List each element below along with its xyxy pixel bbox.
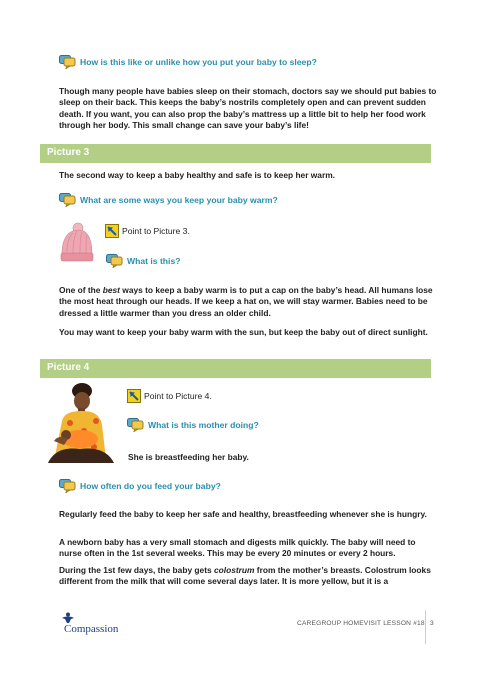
emphasis-run: colostrum <box>213 565 255 575</box>
instruction-text: Point to Picture 4. <box>144 391 212 401</box>
section-title: Picture 4 <box>47 362 90 373</box>
question-feed-often <box>59 479 221 493</box>
paragraph-newborn: A newborn baby has a very small stomach and digests milk quickly. The baby will need to nurse often in the 1st several weeks. This may be every 20 minutes or every 2 hours. <box>59 537 416 559</box>
breastfeeding-mother-illustration <box>44 381 119 465</box>
knit-cap-illustration <box>56 222 96 264</box>
question-text: How is this like or unlike how you put your baby to sleep? <box>80 57 317 67</box>
paragraph-keep-warm: The second way to keep a baby healthy and safe is to keep her warm. <box>59 170 336 180</box>
speech-bubble-icon <box>106 254 123 268</box>
paragraph-colostrum <box>59 565 439 588</box>
question-keep-warm <box>59 193 278 207</box>
footer-lesson-title: CAREGROUP HOMEVISIT LESSON #18 <box>297 620 425 627</box>
question-sleep <box>59 55 317 69</box>
paragraph-sun: You may want to keep your baby warm with the sun, but keep the baby out of direct sunlight. <box>59 327 428 337</box>
question-text: How often do you feed your baby? <box>80 481 221 491</box>
section-title: Picture 3 <box>47 147 90 158</box>
emphasis-run: best <box>102 285 120 295</box>
page-number: 3 <box>430 620 434 627</box>
instruction-point-picture-3 <box>105 224 190 238</box>
question-what-is-this <box>106 254 180 268</box>
footer-divider <box>425 610 426 644</box>
paragraph-regular-feeding: Regularly feed the baby to keep her safe and healthy, breastfeeding whenever she is hungry. <box>59 509 427 519</box>
speech-bubble-icon <box>59 479 76 493</box>
text-run: One of the <box>59 285 103 295</box>
question-text: What is this? <box>127 256 181 266</box>
question-text: What is this mother doing? <box>148 420 259 430</box>
pointing-arrow-icon <box>105 224 119 238</box>
question-mother-doing <box>127 418 259 432</box>
speech-bubble-icon <box>127 418 144 432</box>
answer-breastfeeding: She is breastfeeding her baby. <box>128 452 249 462</box>
paragraph-sleep: Though many people have babies sleep on their stomach, doctors say we should put babies to sleep on their back. This keeps the baby’s nostrils completely open and can prevent sudden death. If you want, you can also prop the baby’s mattress up a little bit to help her food work through her body. This small change can save your baby’s life! <box>59 86 437 131</box>
pointing-arrow-icon <box>127 389 141 403</box>
text-run: During the 1st few days, the baby gets <box>59 565 214 575</box>
speech-bubble-icon <box>59 193 76 207</box>
text-run: ways to keep a baby warm is to put a cap on the baby’s head. All humans lose the most heat through our heads. If we keep a hat on, we will stay warmer. Babies need to be dressed a little warmer than you dress an older child. <box>59 285 433 318</box>
text-run: from the mother’s breasts. Colostrum looks different from the milk that will come several days later. It is more yellow, but it is a <box>59 565 431 587</box>
instruction-text: Point to Picture 3. <box>122 226 190 236</box>
compassion-logo-text: Compassion <box>64 623 119 635</box>
paragraph-cap <box>59 285 439 319</box>
section-bar-picture-4 <box>40 359 431 378</box>
section-bar-picture-3 <box>40 144 431 163</box>
speech-bubble-icon <box>59 55 76 69</box>
question-text: What are some ways you keep your baby warm? <box>80 195 278 205</box>
instruction-point-picture-4 <box>127 389 212 403</box>
